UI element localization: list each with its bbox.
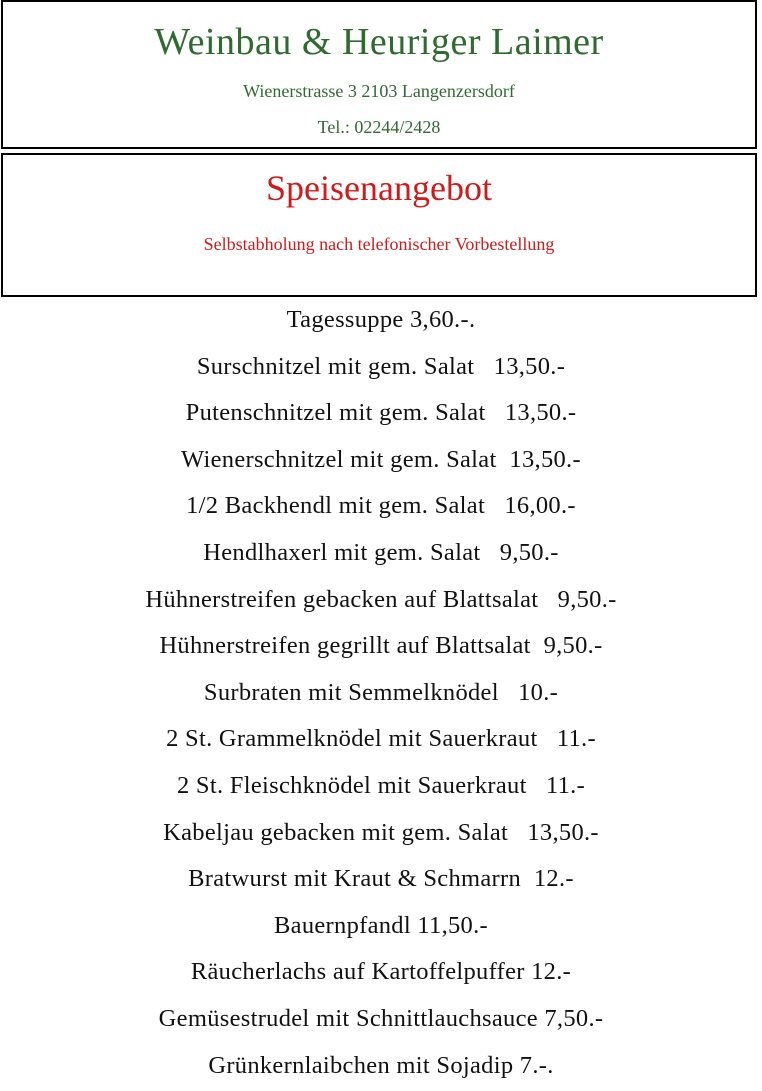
- menu-item-gemuesestrudel: Gemüsestrudel mit Schnittlauchsauce 7,50.-: [158, 1004, 604, 1032]
- menu-item-grammelknoedel: 2 St. Grammelknödel mit Sauerkraut 11.-: [166, 725, 596, 753]
- menu-list: [0, 297, 762, 1089]
- offer-header: [1, 153, 757, 297]
- menu-item-tagessuppe: Tagessuppe 3,60.-.: [286, 306, 476, 333]
- menu-item-fleischknoedel: 2 St. Fleischknödel mit Sauerkraut 11.-: [176, 771, 586, 799]
- menu-item-hendlhaxerl: Hendlhaxerl mit gem. Salat 9,50.-: [203, 538, 559, 566]
- business-header: [1, 0, 757, 149]
- menu-item-backhendl: 1/2 Backhendl mit gem. Salat 16,00.-: [186, 492, 576, 520]
- business-phone: Tel.: 02244/2428: [317, 117, 441, 137]
- menu-item-wienerschnitzel: Wienerschnitzel mit gem. Salat 13,50.-: [181, 445, 581, 473]
- menu-item-surschnitzel: Surschnitzel mit gem. Salat 13,50.-: [196, 352, 566, 380]
- business-address: Wienerstrasse 3 2103 Langenzersdorf: [243, 81, 515, 101]
- menu-item-bauernpfandl: Bauernpfandl 11,50.-: [274, 911, 488, 939]
- menu-item-huehnerstreifen-gebacken: Hühnerstreifen gebacken auf Blattsalat 9,50.-: [145, 585, 617, 613]
- menu-item-huehnerstreifen-gegrillt: Hühnerstreifen gegrillt auf Blattsalat 9,50.-: [159, 632, 603, 660]
- menu-item-putenschnitzel: Putenschnitzel mit gem. Salat 13,50.-: [185, 399, 577, 427]
- menu-item-bratwurst: Bratwurst mit Kraut & Schmarrn 12.-: [188, 865, 574, 893]
- menu-item-surbraten: Surbraten mit Semmelknödel 10.-: [203, 678, 559, 706]
- menu-item-kabeljau: Kabeljau gebacken mit gem. Salat 13,50.-: [163, 818, 599, 846]
- business-name: Weinbau & Heuriger Laimer: [154, 21, 604, 63]
- offer-title: Speisenangebot: [266, 168, 492, 208]
- menu-item-raeucherlachs: Räucherlachs auf Kartoffelpuffer 12.-: [190, 958, 572, 986]
- offer-subtitle: Selbstabholung nach telefonischer Vorbestellung: [203, 234, 555, 254]
- menu-item-gruenkernlaibchen: Grünkernlaibchen mit Sojadip 7.-.: [208, 1051, 554, 1079]
